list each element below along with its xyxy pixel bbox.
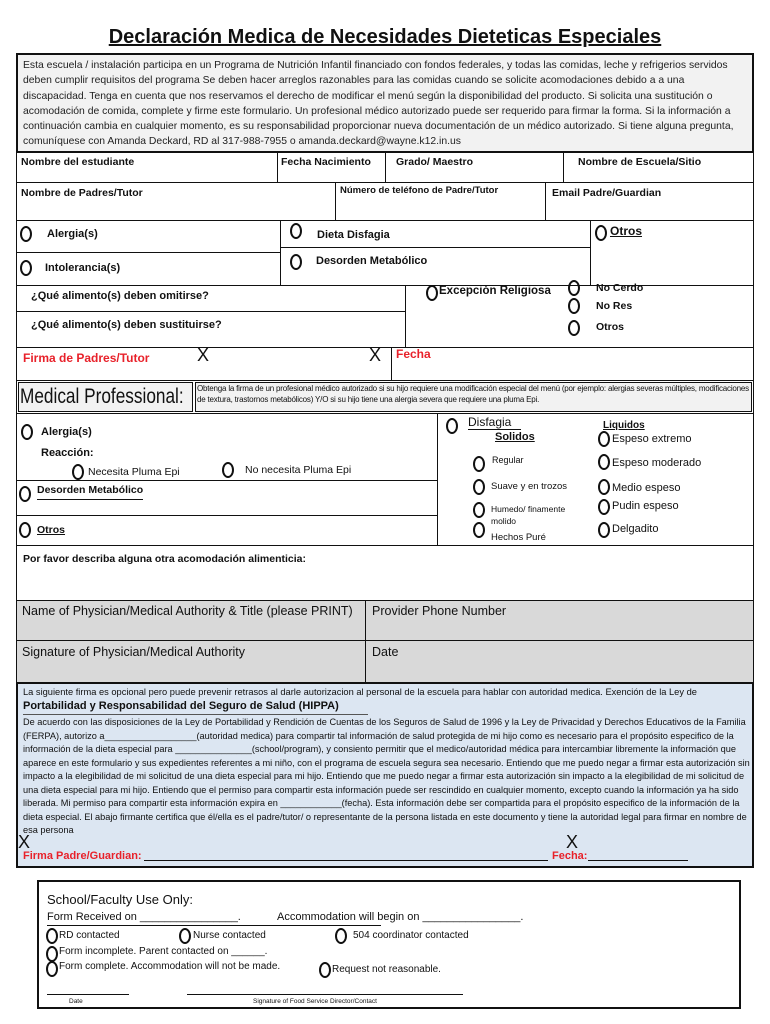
intolerance-radio[interactable] <box>20 260 32 276</box>
med-metabolic-radio[interactable] <box>19 486 31 502</box>
page-title: Declaración Medica de Necesidades Dieteticas Especiales <box>108 26 662 48</box>
label: Dieta Disfagia <box>317 229 390 241</box>
label: ¿Qué alimento(s) deben omitirse? <box>31 290 209 302</box>
label: Nombre de Escuela/Sitio <box>578 156 702 168</box>
label: Necesita Pluma Epi <box>88 466 180 478</box>
metabolic-cell <box>280 247 591 286</box>
label: No necesita Pluma Epi <box>245 464 352 476</box>
med-allergy-radio[interactable] <box>21 424 33 440</box>
solid-soft-radio[interactable] <box>473 479 485 495</box>
label: Intolerancia(s) <box>45 262 121 274</box>
substitute-field[interactable] <box>16 311 406 348</box>
label: Otros <box>37 524 66 536</box>
complete-radio[interactable] <box>46 961 58 977</box>
label: Date <box>372 645 399 659</box>
liquid-thin-radio[interactable] <box>598 522 610 538</box>
allergy-cell <box>16 220 281 253</box>
liquid-extreme-radio[interactable] <box>598 431 610 447</box>
rd-radio[interactable] <box>46 928 58 944</box>
label: Delgadito <box>612 523 659 535</box>
medical-note-box <box>195 382 752 412</box>
label: Name of Physician/Medical Authority & Title (please PRINT) <box>22 604 353 618</box>
parent-email-field[interactable] <box>545 182 754 221</box>
label: Por favor describa alguna otra acomodación alimenticia: <box>23 553 306 565</box>
label: Fecha: <box>552 850 588 862</box>
dob-field[interactable] <box>277 152 386 183</box>
hipaa-heading: Portabilidad y Responsabilidad del Seguro de Salud (HIPPA) <box>23 700 368 715</box>
allergy-radio[interactable] <box>20 226 32 242</box>
hipaa-body: De acuerdo con las disposiciones de la Ley de Portabilidad y Rendición de Cuentas de los Seguros de Salud de 1996 y la Ley de Privacidad y Derechos Educativos de la Familia (FERPA), autorizo a__________________(autoridad medica) para compartir tal información de salud protegida de mi hijo como es necesario para el propósito especifico de la información de la dieta especial para _______________(school/program), y consiento permitir que el medico/autoridad médica para intercambiar libremente la información que aparece en este formulario y sus expedientes referentes a mi niño, con el programa de escuela segura sea necesario. Entiendo que me puedo negar a firmar esta autorización sin impacto a la elegibilidad de mi solicitud de una dieta especial para mi hijo. Entiendo que me puedo negar a firmar esta autorización sin impacto a la elegibilidad de mi solicitud de una dieta especial para mi hijo. Entiendo que el permiso para compartir esta información puede ser rescindido en cualquier momento, excepto cuando la información ya ha sido liberada. Mi permiso para compartir esta información expira en ____________(fecha). Esta información debe ser compartida para el propósito especifico de la información de la dieta especial. El abajo firmante certifica que él/ella es el padre/tutor/ o representante de la persona listada en este documento y tiene la autoridad legal para firmar en nombre de esa persona <box>23 717 750 835</box>
sign-mark: X <box>197 345 210 365</box>
hipaa-section <box>16 682 754 868</box>
label: Espeso moderado <box>612 457 702 469</box>
dysphagia-cell <box>280 220 591 248</box>
liquid-medium-radio[interactable] <box>598 479 610 495</box>
label: No Res <box>596 300 633 312</box>
divider <box>47 925 381 926</box>
heading: Medical Professional: <box>20 385 184 408</box>
label: Signature of Physician/Medical Authority <box>22 645 246 659</box>
religious-radio[interactable] <box>426 285 438 301</box>
label: Reacción: <box>41 447 94 459</box>
religious-cell <box>405 282 754 348</box>
label: Disfagia <box>468 415 521 430</box>
med-other-radio[interactable] <box>19 522 31 538</box>
solid-regular-radio[interactable] <box>473 456 485 472</box>
sign-mark: X <box>369 345 382 365</box>
parent-date-field[interactable] <box>391 347 754 381</box>
label: Alergia(s) <box>47 228 98 240</box>
label: Form incomplete. Parent contacted on ______. <box>59 946 268 957</box>
label: Número de teléfono de Padre/Tutor <box>340 185 499 196</box>
accommodation-begin-field[interactable]: Accommodation will begin on ________________. <box>277 911 524 923</box>
label: ¿Qué alimento(s) deben sustituirse? <box>31 319 222 331</box>
label: Medio espeso <box>612 482 681 494</box>
parent-signature-field[interactable] <box>16 347 392 381</box>
other-cell <box>590 220 754 286</box>
unreasonable-radio[interactable] <box>319 962 331 978</box>
label: Fecha Nacimiento <box>281 156 371 168</box>
guardian-signature-line[interactable] <box>144 860 548 861</box>
parent-phone-field[interactable] <box>335 182 546 221</box>
label: Request not reasonable. <box>332 964 441 975</box>
signature-line[interactable] <box>187 994 463 995</box>
label: RD contacted <box>59 930 120 941</box>
guardian-date-line[interactable] <box>588 860 688 861</box>
med-dysphagia-radio[interactable] <box>446 418 458 434</box>
label: School/Faculty Use Only: <box>47 892 193 907</box>
epi-yes-radio[interactable] <box>72 464 84 480</box>
no-pork-radio[interactable] <box>568 280 580 296</box>
grade-field[interactable] <box>385 152 564 183</box>
note: Obtenga la firma de un profesional médico autorizado si su hijo requiere una modificación especial del menú (por ejemplo: alergias severas múltiples, modificaciones de textura, trastornos metabólicos) Y/O si su hijo tiene una alergia severa que requiere una pluma Epi. <box>197 384 749 404</box>
omit-field[interactable] <box>16 285 406 312</box>
label: Otros <box>610 224 643 238</box>
provider-phone-field[interactable] <box>365 600 754 641</box>
label: Pudin espeso <box>612 500 679 512</box>
label: Liquidos <box>603 420 645 431</box>
physician-date-field[interactable] <box>365 640 754 683</box>
label: Form complete. Accommodation will not be made. <box>59 961 281 972</box>
solid-puree-radio[interactable] <box>473 522 485 538</box>
label: Signature of Food Service Director/Contact <box>253 998 377 1005</box>
label: Nombre del estudiante <box>21 156 135 168</box>
intolerance-cell <box>16 252 281 286</box>
label: Nurse contacted <box>193 930 266 941</box>
label: Firma Padre/Guardian: <box>23 850 142 862</box>
other-accommodation-field[interactable] <box>16 545 754 601</box>
med-other-cell <box>16 515 438 546</box>
med-metabolic-cell <box>16 480 438 516</box>
student-name-field[interactable] <box>16 152 278 183</box>
parent-name-field[interactable] <box>16 182 336 221</box>
form-received-field[interactable]: Form Received on ________________. <box>47 911 241 923</box>
label: Provider Phone Number <box>372 604 507 618</box>
label: Date <box>69 998 83 1005</box>
label: Espeso extremo <box>612 433 692 445</box>
physician-signature-field[interactable] <box>16 640 366 683</box>
label: Desorden Metabólico <box>37 484 143 500</box>
dysphagia-radio[interactable] <box>290 223 302 239</box>
hipaa-intro: La siguiente firma es opcional pero puede prevenir retrasos al darle autorizacion al personal de la escuela para hablar con autoridad medica. Exención de la Ley de <box>23 687 697 697</box>
label: 504 coordinator contacted <box>353 930 469 941</box>
label: Humedo/ finamente molido <box>491 504 566 526</box>
intro-text: Esta escuela / instalación participa en un Programa de Nutrición Infantil financiado con fondos federales, y todas las comidas, leche y refrigerios servidos deben cumplir requisitos del programa Se deben hacer arreglos razonables para las comidas cuando se solicite acomodaciones debido a a una discapacidad. Tenga en cuenta que nos reservamos el derecho de modificar el menú según la disponibilidad del producto. Si solicita una sustitución o acomodación de comida, complete y firme este formulario. Un profesional médico autorizado puede ser requerido para firmar la forma. Si la información a continuación cambia en cualquier momento, es su responsabilidad proporcionar nueva documentación de un médico autorizado. Si tiene alguna pregunta, comuníquese con Amanda Deckard, RD al 317-988-7955 o amanda.deckard@wayne.k12.in.us <box>23 60 734 148</box>
label: Grado/ Maestro <box>396 156 474 168</box>
other-religious-radio[interactable] <box>568 320 580 336</box>
dysphagia-section <box>437 413 754 546</box>
label: Firma de Padres/Tutor <box>23 351 150 365</box>
sign-mark: X <box>18 832 31 852</box>
label: Desorden Metabólico <box>316 255 428 267</box>
solid-minced-radio[interactable] <box>473 502 485 518</box>
school-field[interactable] <box>563 152 754 183</box>
label: Fecha <box>396 347 431 361</box>
nurse-radio[interactable] <box>179 928 191 944</box>
label: No Cerdo <box>596 282 644 294</box>
label: Regular <box>492 455 524 465</box>
date-line[interactable] <box>47 994 129 995</box>
liquid-moderate-radio[interactable] <box>598 454 610 470</box>
liquid-pudding-radio[interactable] <box>598 499 610 515</box>
medical-heading-box <box>18 382 193 412</box>
no-beef-radio[interactable] <box>568 298 580 314</box>
label: Email Padre/Guardian <box>552 187 662 199</box>
c504-radio[interactable] <box>335 928 347 944</box>
incomplete-radio[interactable] <box>46 946 58 962</box>
med-allergy-cell <box>16 413 438 481</box>
other-radio[interactable] <box>595 225 607 241</box>
epi-no-radio[interactable] <box>222 462 234 478</box>
label: Suave y en trozos <box>491 481 568 492</box>
label: Alergia(s) <box>41 426 92 438</box>
intro-box <box>16 53 754 153</box>
label: Nombre de Padres/Tutor <box>21 187 143 199</box>
label: Excepción Religiosa <box>439 285 551 297</box>
school-use-section <box>37 880 741 1009</box>
metabolic-radio[interactable] <box>290 254 302 270</box>
label: Hechos Puré <box>491 532 546 543</box>
physician-name-field[interactable] <box>16 600 366 641</box>
sign-mark: X <box>566 832 579 852</box>
label: Otros <box>596 321 625 333</box>
label: Solidos <box>495 431 535 443</box>
